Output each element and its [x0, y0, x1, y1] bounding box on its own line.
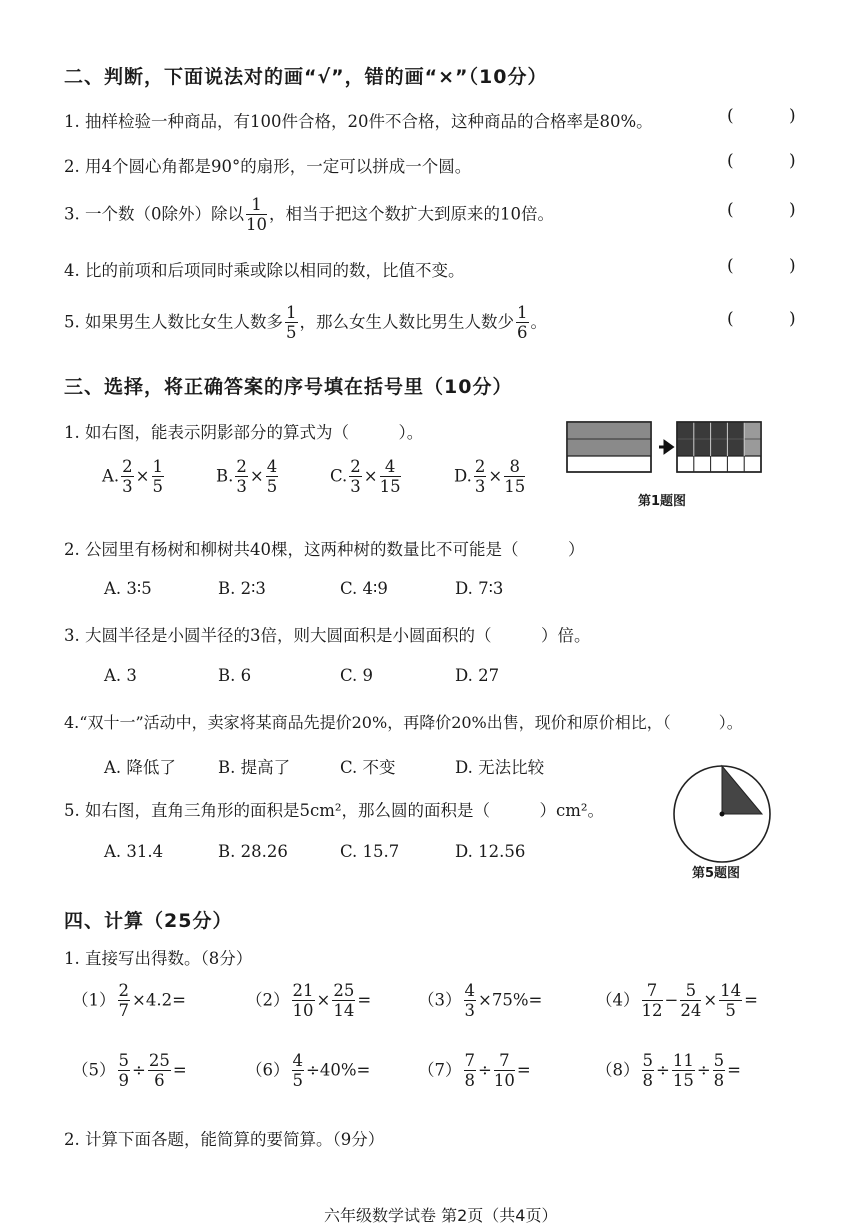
choice-q2-option-a[interactable]: A. 3∶5 — [104, 579, 152, 598]
choice-q1-option-d[interactable]: D. $\frac{2}{3}$ × $\frac{8}{15}$ — [454, 457, 526, 497]
choice-q5-option-b[interactable]: B. 28.26 — [218, 842, 288, 861]
choice-q4-option-c[interactable]: C. 不变 — [340, 758, 396, 777]
judge-item-4: 4. 比的前项和后项同时乘或除以相同的数，比值不变。 — [64, 261, 465, 280]
center-point — [720, 812, 725, 817]
choice-q3-option-b[interactable]: B. 6 — [218, 666, 252, 685]
choice-q3-option-d[interactable]: D. 27 — [455, 666, 500, 685]
answer-paren-close: ) — [789, 106, 796, 126]
calc-subtitle-2: 2. 计算下面各题，能简算的要简算。（9分） — [64, 1130, 385, 1149]
choice-q5: 5. 如右图，直角三角形的面积是5cm²，那么圆的面积是（ ）cm²。 — [64, 801, 604, 820]
answer-paren-close: ) — [789, 256, 796, 276]
section4-title: 四、计算（25分） — [64, 910, 233, 932]
calc-item-4: （4） $\frac{7}{12}$ − $\frac{5}{24}$ × $\frac{14}{5}$ = — [596, 981, 758, 1021]
calc-item-5: （5） $\frac{5}{9}$ ÷ $\frac{25}{6}$ = — [72, 1051, 187, 1091]
judge-item-5: 5. 如果男生人数比女生人数多 $\frac{1}{5}$ ，那么女生人数比男生人数少 $\frac{1}{6}$ 。 — [64, 303, 547, 343]
fraction: $\frac{1}{6}$ — [517, 303, 528, 343]
calc-item-6: （6） $\frac{4}{5}$ ÷40%= — [246, 1051, 371, 1091]
answer-paren-close: ) — [789, 309, 796, 329]
choice-q2-option-c[interactable]: C. 4∶9 — [340, 579, 388, 598]
calc-subtitle-1: 1. 直接写出得数。（8分） — [64, 949, 253, 968]
judge-item-3: 3. 一个数（0除外）除以 $\frac{1}{10}$ ，相当于把这个数扩大到原来的10倍。 — [64, 195, 554, 235]
fraction: $\frac{1}{5}$ — [286, 303, 297, 343]
answer-paren-open[interactable]: ( — [727, 106, 734, 126]
choice-q5-option-a[interactable]: A. 31.4 — [104, 842, 164, 861]
answer-paren-open[interactable]: ( — [727, 256, 734, 276]
choice-q1-option-a[interactable]: A. $\frac{2}{3}$ × $\frac{1}{5}$ — [102, 457, 163, 497]
figure-caption: 第1题图 — [638, 494, 687, 509]
answer-paren-open[interactable]: ( — [727, 200, 734, 220]
choice-q4-option-a[interactable]: A. 降低了 — [104, 758, 176, 777]
calc-item-7: （7） $\frac{7}{8}$ ÷ $\frac{7}{10}$ = — [418, 1051, 531, 1091]
section2-title: 二、判断，下面说法对的画“√”，错的画“×”（10分） — [64, 66, 548, 88]
judge-item-1: 1. 抽样检验一种商品，有100件合格，20件不合格，这种商品的合格率是80%。 — [64, 112, 653, 131]
choice-q3-option-c[interactable]: C. 9 — [340, 666, 374, 685]
calc-item-1: （1） $\frac{2}{7}$ ×4.2= — [72, 981, 186, 1021]
choice-q5-option-c[interactable]: C. 15.7 — [340, 842, 400, 861]
choice-q3: 3. 大圆半径是小圆半径的3倍，则大圆面积是小圆面积的（ ）倍。 — [64, 626, 591, 645]
fraction: $\frac{1}{10}$ — [246, 195, 267, 235]
choice-q2: 2. 公园里有杨树和柳树共40棵，这两种树的数量比不可能是（ ） — [64, 540, 585, 559]
question1-figure — [565, 418, 765, 476]
answer-paren-open[interactable]: ( — [727, 309, 734, 329]
calc-item-8: （8） $\frac{5}{8}$ ÷ $\frac{11}{15}$ ÷ $\frac{5}{8}$ = — [596, 1051, 741, 1091]
judge-item-2: 2. 用4个圆心角都是90°的扇形，一定可以拼成一个圆。 — [64, 157, 472, 176]
choice-q5-option-d[interactable]: D. 12.56 — [455, 842, 526, 861]
calc-item-2: （2） $\frac{21}{10}$ × $\frac{25}{14}$ = — [246, 981, 372, 1021]
choice-q4-option-d[interactable]: D. 无法比较 — [455, 758, 545, 777]
answer-paren-open[interactable]: ( — [727, 151, 734, 171]
choice-q2-option-b[interactable]: B. 2∶3 — [218, 579, 266, 598]
figure-caption: 第5题图 — [692, 866, 741, 881]
answer-paren-close: ) — [789, 151, 796, 171]
section3-title: 三、选择，将正确答案的序号填在括号里（10分） — [64, 376, 513, 398]
page-footer: 六年级数学试卷 第2页（共4页） — [324, 1206, 558, 1225]
arrow-icon — [659, 442, 672, 452]
choice-q3-option-a[interactable]: A. 3 — [104, 666, 137, 685]
choice-q4: 4.“双十一”活动中，卖家将某商品先提价20%，再降价20%出售，现价和原价相比，（ ）。 — [64, 713, 743, 732]
calc-item-3: （3） $\frac{4}{3}$ ×75%= — [418, 981, 543, 1021]
choice-q1-option-b[interactable]: B. $\frac{2}{3}$ × $\frac{4}{5}$ — [216, 457, 278, 497]
choice-q1-option-c[interactable]: C. $\frac{2}{3}$ × $\frac{4}{15}$ — [330, 457, 401, 497]
answer-paren-close: ) — [789, 200, 796, 220]
question5-figure — [670, 762, 774, 866]
choice-q2-option-d[interactable]: D. 7∶3 — [455, 579, 504, 598]
choice-q4-option-b[interactable]: B. 提高了 — [218, 758, 291, 777]
choice-q1: 1. 如右图，能表示阴影部分的算式为（ ）。 — [64, 423, 424, 442]
